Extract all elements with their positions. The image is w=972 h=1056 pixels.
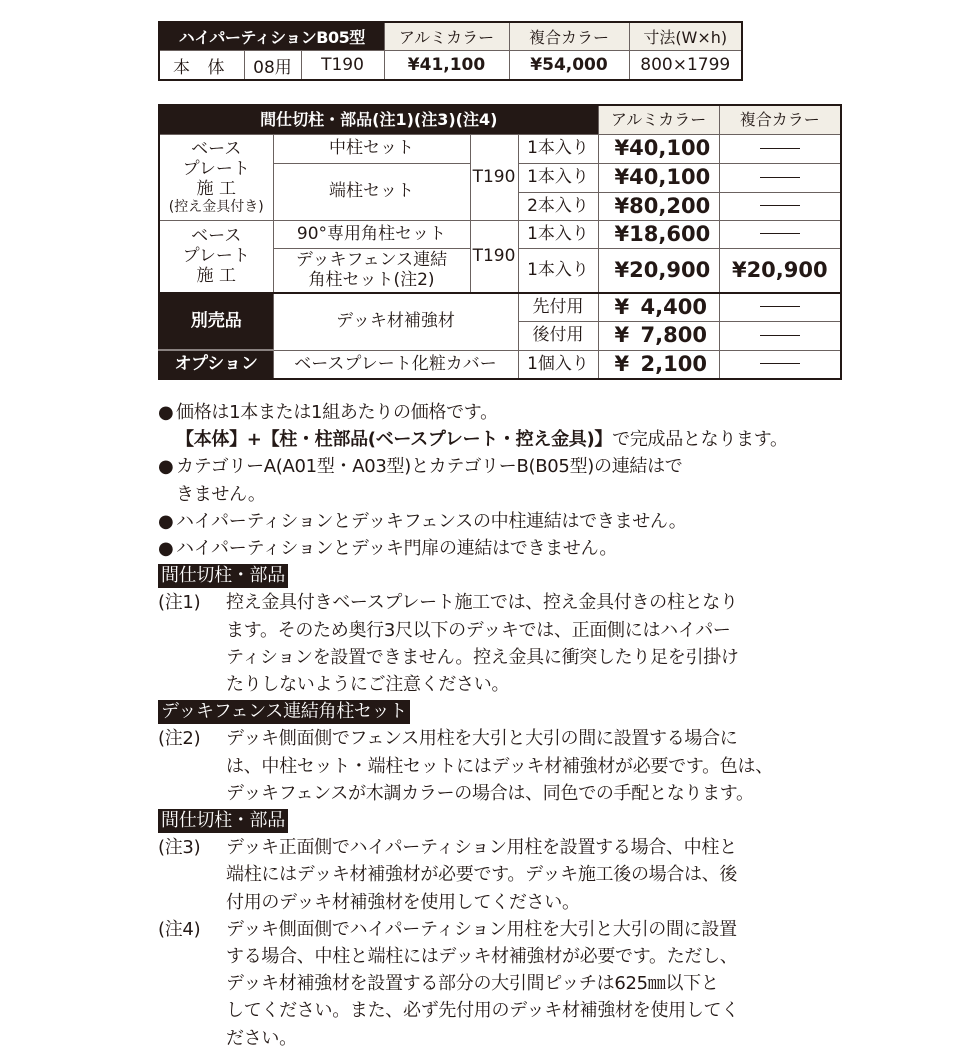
bullet-icon: ● [158,538,174,560]
main-table-header-row [159,22,742,51]
dash-none [760,335,800,336]
yen-sign: ¥ [614,294,630,319]
footnote-line: デッキ側面側でハイパーティション用柱を大引と大引の間に設置 [226,918,737,940]
item-name: ベースプレート化粧カバー [273,350,518,379]
alumi-color-header: アルミカラー [384,22,509,51]
price-amount: 7,800 [640,323,707,347]
group2-type: T190 [470,220,518,293]
footnote-line: する場合、中柱と端柱にはデッキ材補強材が必要です。ただし、 [226,946,738,968]
footnote-line: 控え金具付きベースプレート施工では、控え金具付きの柱となり [226,592,738,614]
note-text: ハイパーティションとデッキ門扉の連結はできません。 [176,538,618,560]
bullet-icon: ● [158,510,174,532]
item-price-fukugo [719,350,841,379]
note-text: で完成品となります。 [612,429,788,451]
section-tag: 間仕切柱・部品 [158,564,288,588]
yen-sign: ¥ [614,323,630,347]
yen-sign: ¥ [614,351,630,376]
parts-alumi-header: アルミカラー [598,105,719,134]
item-price-fukugo [719,163,841,192]
footnote-line: デッキ側面側でフェンス用柱を大引と大引の間に設置する場合に [226,728,738,750]
size-header: 寸法(W×h) [629,22,742,51]
footnote-2 [158,725,848,807]
section-tag: 間仕切柱・部品 [158,809,288,833]
body-label: 本 体 [159,51,244,81]
item-name: 端柱セット [273,163,470,220]
parts-title-header: 間仕切柱・部品(注1)(注3)(注4) [159,105,598,134]
group1-label-line: 施 工 [196,179,236,199]
item-qty: 先付用 [518,293,598,321]
footnote-line: 付用のデッキ材補強材を使用してください。 [226,891,580,913]
footnote-3 [158,834,848,916]
item-price-alumi [598,321,719,350]
price-amount: 2,100 [640,351,707,376]
price-amount: 4,400 [640,294,707,319]
group1-label-line: ベース [191,139,242,159]
item-price-alumi [598,350,719,379]
footnote-label: (注4) [158,918,201,940]
table-row [159,220,841,248]
item-price-fukugo: ¥20,900 [719,248,841,293]
notes-section [158,399,848,1052]
group1-type: T190 [470,134,518,220]
note-text: カテゴリーA(A01型・A03型)とカテゴリーB(B05型)の連結はで [176,456,683,478]
main-body-price-table [158,21,743,81]
item-name: 90°専用角柱セット [273,220,470,248]
item-name-line: 角柱セット(注2) [308,270,435,291]
item-price-alumi: ¥40,100 [598,134,719,163]
table-row [159,293,841,321]
item-price-fukugo [719,220,841,248]
group2-label [159,220,273,293]
footnote-line: デッキフェンスが木調カラーの場合は、同色での手配となります。 [226,782,754,804]
parts-price-table [158,104,842,380]
item-qty: 1本入り [518,163,598,192]
section-tag: デッキフェンス連結角柱セット [158,700,410,724]
note-text: ハイパーティションとデッキフェンスの中柱連結はできません。 [176,510,687,532]
group2-label-line: 施 工 [196,266,236,287]
dash-none [760,148,800,149]
note-bold-text: 【本体】+【柱・柱部品(ベースプレート・控え金具)】 [176,429,613,451]
group2-label-line: プレート [182,246,250,267]
dash-none [760,205,800,206]
item-name: 中柱セット [273,134,470,163]
table-row [159,350,841,379]
note-continuation: きません。 [176,483,266,505]
fukugo-color-header: 複合カラー [509,22,629,51]
item-qty: 1本入り [518,248,598,293]
dash-none [760,363,800,364]
item-price-fukugo [719,134,841,163]
group1-label-line: (控え金具付き) [168,199,264,215]
note-continuation [158,426,848,453]
footnote-line: デッキ材補強材を設置する部分の大引間ピッチは625㎜以下と [226,973,719,995]
parts-header-row [159,105,841,134]
group1-label [159,134,273,220]
footnote-line: は、中柱セット・端柱セットにはデッキ材補強材が必要です。色は、 [226,755,773,777]
table-row [159,134,841,163]
item-price-fukugo [719,192,841,220]
item-price-alumi: ¥20,900 [598,248,719,293]
item-qty: 後付用 [518,321,598,350]
note-bullet [158,453,848,480]
footnote-label: (注1) [158,592,201,614]
dash-none [760,306,800,307]
item-price-alumi: ¥40,100 [598,163,719,192]
item-price-alumi: ¥80,200 [598,192,719,220]
footnote-line: ます。そのため奥行3尺以下のデッキでは、正面側にはハイパー [226,619,731,641]
bullet-icon: ● [158,402,174,423]
dash-none [760,177,800,178]
footnote-4 [158,916,848,1052]
parts-fukugo-header: 複合カラー [719,105,841,134]
model-name-header: ハイパーティションB05型 [159,22,384,51]
item-price-alumi [598,293,719,321]
bullet-icon: ● [158,456,174,478]
dash-none [760,233,800,234]
group1-label-line: プレート [182,159,250,179]
item-qty: 1本入り [518,220,598,248]
note-text: 価格は1本または1組あたりの価格です。 [176,402,498,423]
body-price-fukugo: ¥54,000 [509,51,629,81]
footnote-line: ティションを設置できません。控え金具に衝突したり足を引掛け [226,646,739,668]
footnote-1 [158,589,848,698]
item-price-alumi: ¥18,600 [598,220,719,248]
footnote-line: ださい。 [226,1027,297,1049]
item-name: デッキ材補強材 [273,293,518,350]
footnote-line: 端柱にはデッキ材補強材が必要です。デッキ施工後の場合は、後 [226,864,738,886]
body-type: T190 [301,51,384,81]
item-name-line: デッキフェンス連結 [295,250,448,271]
footnote-line: たりしないようにご注意ください。 [226,674,510,696]
separate-sale-label: 別売品 [159,293,273,350]
note-bullet [158,399,848,426]
option-label: オプション [159,350,273,379]
footnote-line: してください。また、必ず先付用のデッキ材補強材を使用してく [226,1000,739,1022]
footnote-label: (注2) [158,728,201,750]
main-table-body-row [159,51,742,81]
footnote-line: デッキ正面側でハイパーティション用柱を設置する場合、中柱と [226,837,737,859]
body-use: 08用 [244,51,301,81]
item-price-fukugo [719,321,841,350]
note-bullet [158,535,848,562]
item-price-fukugo [719,293,841,321]
item-qty: 1本入り [518,134,598,163]
body-size: 800×1799 [629,51,742,81]
note-bullet [158,508,848,535]
item-qty: 1個入り [518,350,598,379]
body-price-alumi: ¥41,100 [384,51,509,81]
group2-label-line: ベース [191,226,242,247]
item-qty: 2本入り [518,192,598,220]
item-name [273,248,470,293]
footnote-label: (注3) [158,837,201,859]
